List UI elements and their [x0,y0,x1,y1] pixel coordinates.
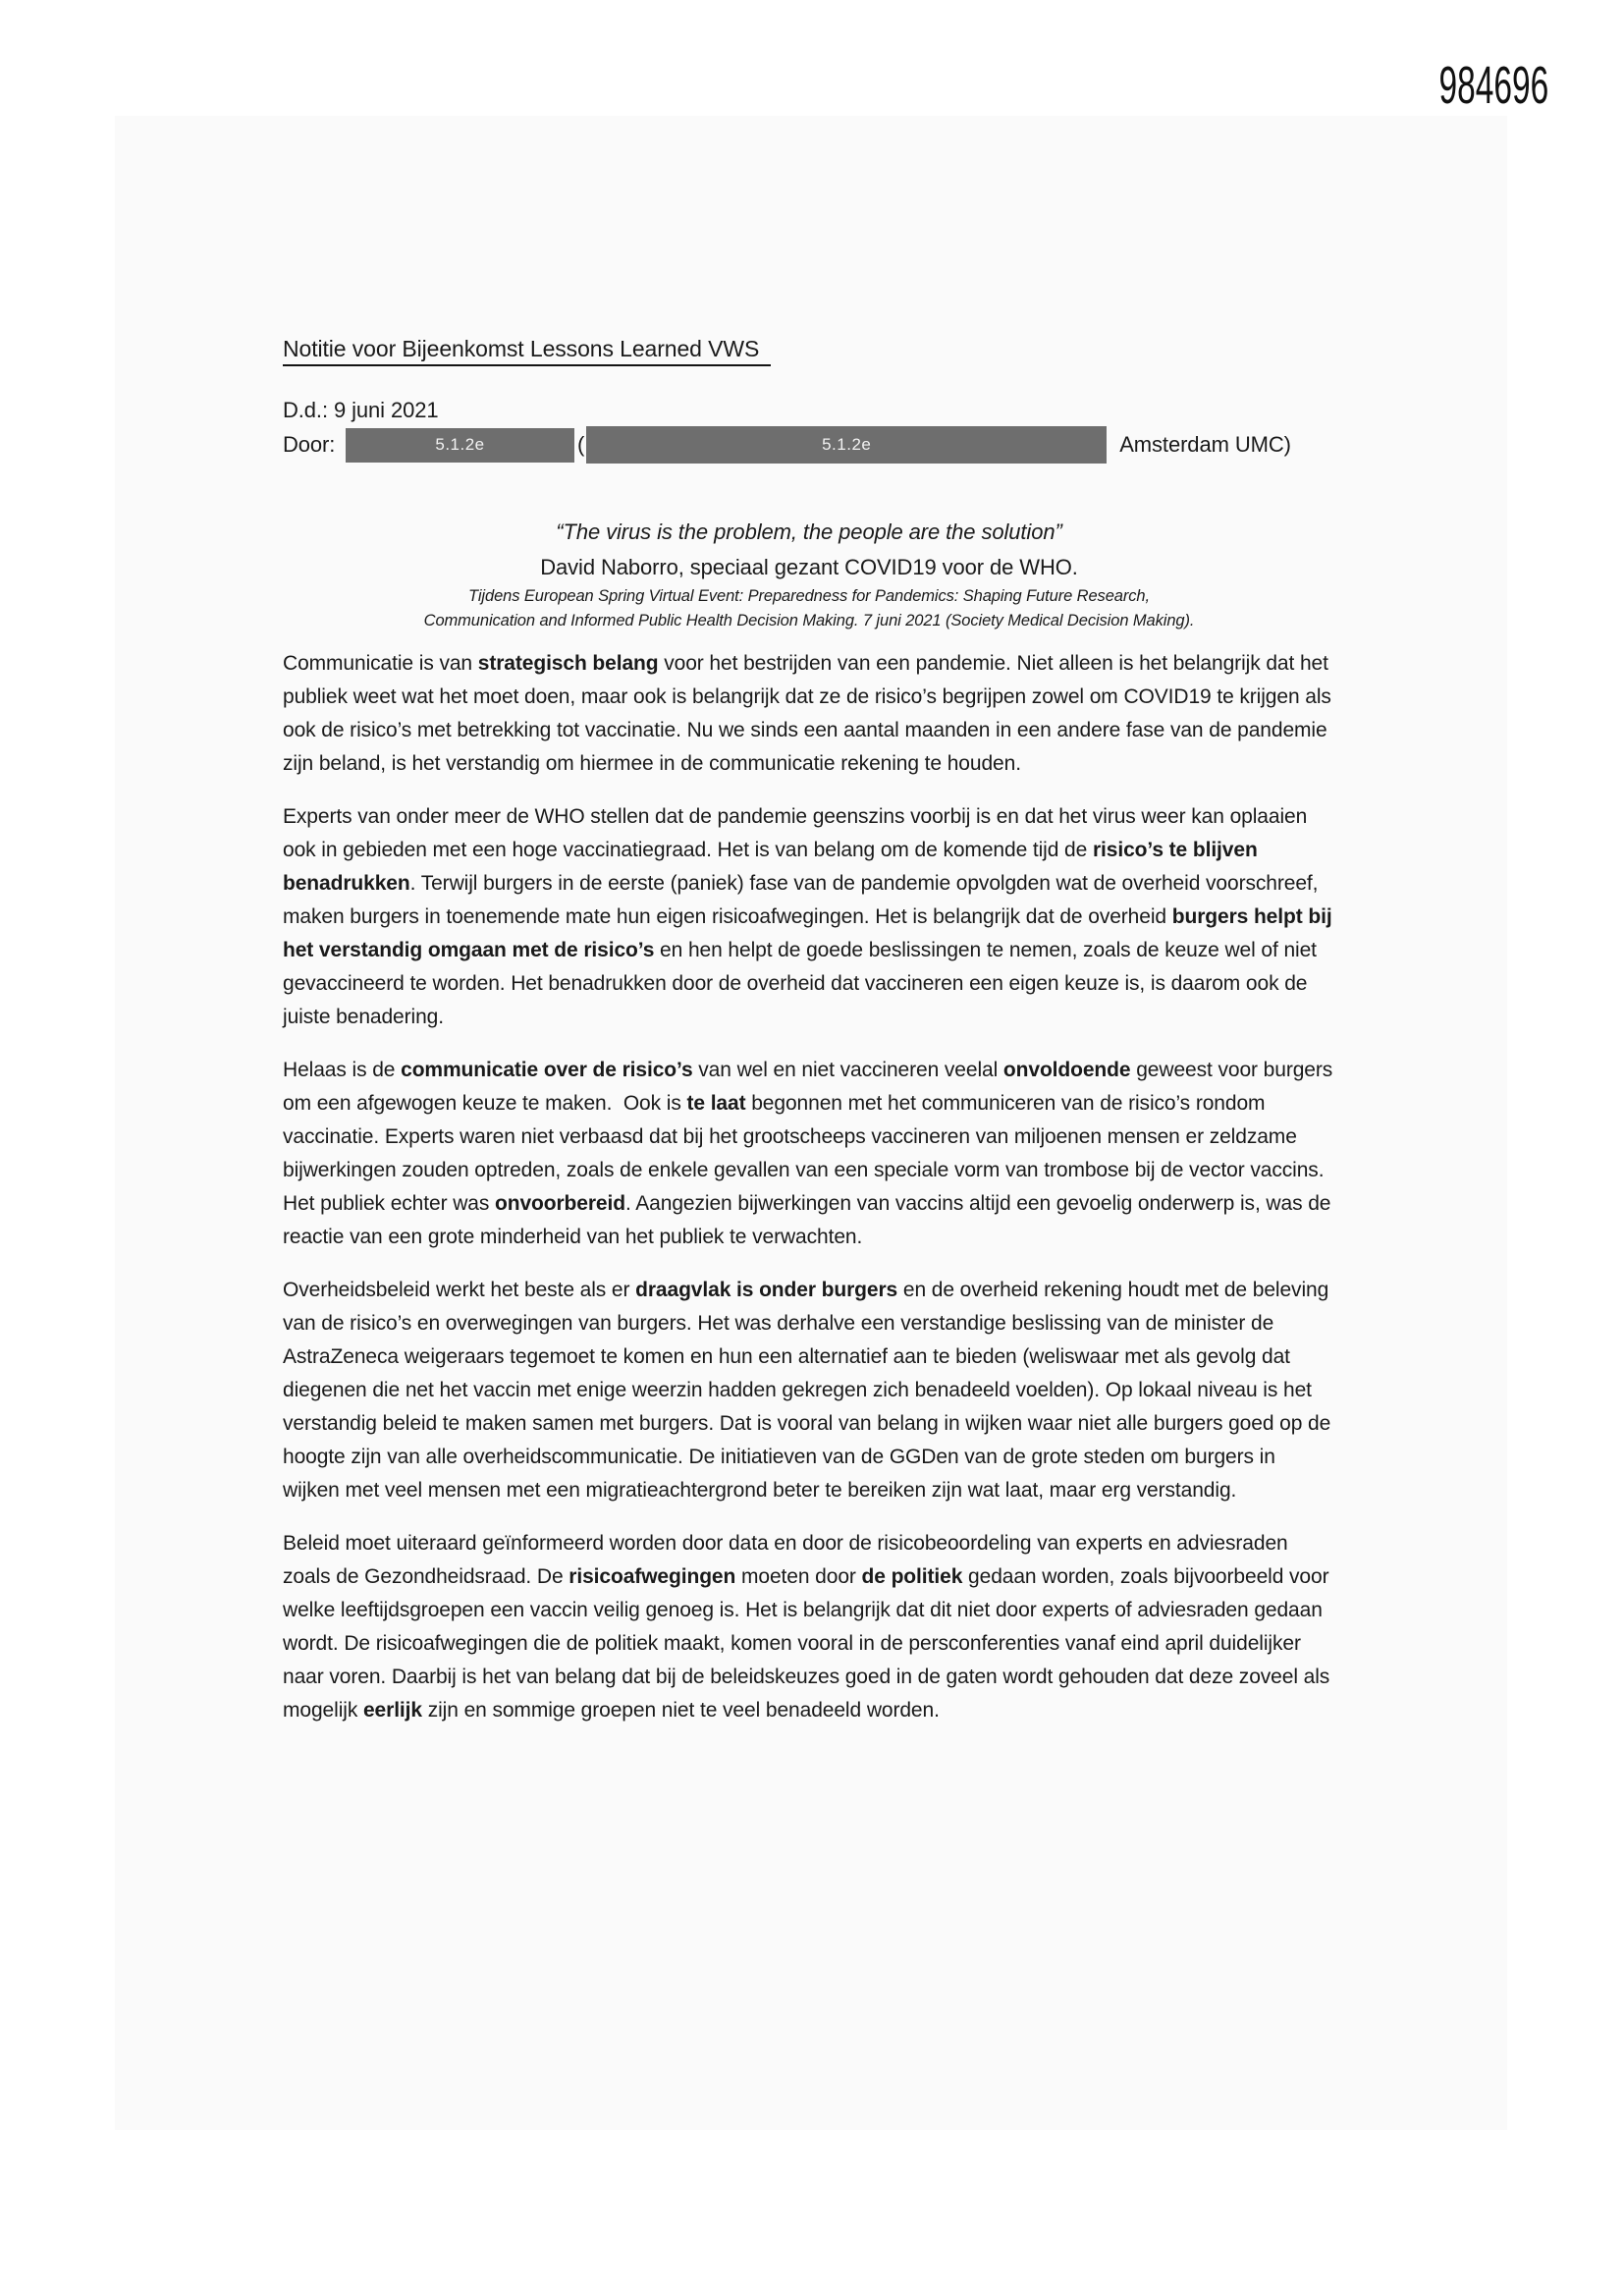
bold-run: onvoorbereid [494,1192,625,1215]
bold-run: burgers helpt bij het verstandig omgaan met de risico’s [283,905,1338,961]
text-run: Overheidsbeleid werkt het beste als er [283,1279,636,1301]
bold-run: strategisch belang [477,652,659,675]
text-run: moeten door [735,1565,862,1588]
bold-run: risico’s te blijven benadrukken [283,839,1264,895]
date-line: D.d.: 9 juni 2021 [283,398,439,422]
document-body [283,647,1338,1727]
text-run: gedaan worden, zoals bijvoorbeeld voor welke leeftijdsgroepen een vaccin veilig genoeg is. Het is belangrijk dat dit niet door experts of adviesraden gedaan wordt. De risicoafwegingen die de politiek maakt, komen vooral in de persconferenties vanaf eind april duidelijker naar voren. Daarbij is het van belang dat bij de beleidskeuzes goed in de gaten wordt gehouden dat deze zoveel als mogelijk [283,1565,1335,1722]
bold-run: eerlijk [362,1699,422,1722]
body-paragraph [283,1527,1335,1727]
body-paragraph [283,647,1335,781]
text-run: Communicatie is van [283,652,478,675]
document-title: Notitie voor Bijeenkomst Lessons Learned VWS [283,336,771,366]
bold-run: onvoldoende [1002,1059,1131,1081]
quote-text: “The virus is the problem, the people are the solution” [556,519,1062,544]
open-paren: ( [577,432,585,457]
quote-attribution: David Naborro, speciaal gezant COVID19 voor de WHO. [540,555,1078,579]
text-run: geweest voor burgers om een afgewogen keuze te maken. Ook is [283,1059,1338,1115]
quote-event-line-2: Communication and Informed Public Health Decision Making. 7 juni 2021 (Society Medical Decision Making). [423,612,1195,629]
body-paragraph [283,1054,1338,1254]
text-run: Helaas is de [283,1059,402,1081]
author-line [283,425,1335,465]
text-run: . Aangezien bijwerkingen van vaccins altijd een gevoelig onderwerp is, was de reactie van een grote minderheid van het publiek te verwachten. [283,1192,1337,1248]
bold-run: risicoafwegingen [568,1565,736,1588]
quote-event-line-1: Tijdens European Spring Virtual Event: Preparedness for Pandemics: Shaping Future Research, [468,587,1150,605]
door-label: Door: [283,432,336,457]
text-run: Experts van onder meer de WHO stellen dat de pandemie geenszins voorbij is en dat het virus weer kan oplaaien ook in gebieden met een hoge vaccinatiegraad. Het is van belang om de komende tijd de [283,805,1313,861]
affiliation-text: Amsterdam UMC) [1119,432,1291,457]
scanned-sheet [115,116,1507,2130]
text-run: begonnen met het communiceren van de risico’s rondom vaccinatie. Experts waren niet verbaasd dat bij het grootscheeps vaccineren van miljoenen mensen er zeldzame bijwerkingen zouden optreden, zoals de enkele gevallen van een speciale vorm van trombose bij de vector vaccins. Het publiek echter was [283,1092,1330,1215]
text-run: zijn en sommige groepen niet te veel benadeeld worden. [421,1699,940,1722]
document-content [283,334,1338,1747]
bold-run: communicatie over de risico’s [401,1059,693,1081]
bold-run: te laat [686,1092,746,1115]
quote-block [283,514,1335,633]
body-paragraph [283,800,1338,1034]
text-run: en hen helpt de goede beslissingen te nemen, zoals de keuze wel of niet gevaccineerd te worden. Het benadrukken door de overheid dat vaccineren een eigen keuze is, is daarom ook de juiste benadering. [283,939,1323,1028]
body-paragraph [283,1274,1335,1507]
page-title-row [283,334,1335,363]
redaction-bar-1: 5.1.2e [346,428,574,463]
text-run: Beleid moet uiteraard geïnformeerd worden door data en door de risicobeoordeling van experts en adviesraden zoals de Gezondheidsraad. De [283,1532,1294,1588]
text-run: . Terwijl burgers in de eerste (paniek) fase van de pandemie opvolgden wat de overheid voorschreef, maken burgers in toenemende mate hun eigen risicoafwegingen. Het is belangrijk dat de overheid [283,872,1325,928]
text-run: en de overheid rekening houdt met de beleving van de risico’s en overwegingen van burgers. Het was derhalve een verstandige beslissing van de minister de AstraZeneca weigeraars tegemoet te komen en hun een alternatief aan te bieden (weliswaar met als gevolg dat diegenen die net het vaccin met enige weerzin hadden gekregen zich benadeeld voelden). Op lokaal niveau is het verstandig beleid te maken samen met burgers. Dat is vooral van belang in wijken waar niet alle burgers goed op de hoogte zijn van alle overheidscommunicatie. De initiatieven van de GGDen van de grote steden om burgers in wijken met veel mensen met een migratieachtergrond beter te bereiken zijn wat laat, maar erg verstandig. [283,1279,1336,1502]
text-run: van wel en niet vaccineren veelal [692,1059,1003,1081]
bold-run: draagvlak is onder burgers [635,1279,898,1301]
document-number: 984696 [1438,56,1548,115]
text-run: voor het bestrijden van een pandemie. Niet alleen is het belangrijk dat het publiek weet wat het moet doen, maar ook is belangrijk dat ze de risico’s begrijpen zowel om COVID19 te krijgen als ook de risico’s met betrekking tot vaccinatie. Nu we sinds een aantal maanden in een andere fase van de pandemie zijn beland, is het verstandig om hiermee in de communicatie rekening te houden. [283,652,1337,775]
bold-run: de politiek [861,1565,963,1588]
redaction-bar-2: 5.1.2e [586,426,1107,464]
